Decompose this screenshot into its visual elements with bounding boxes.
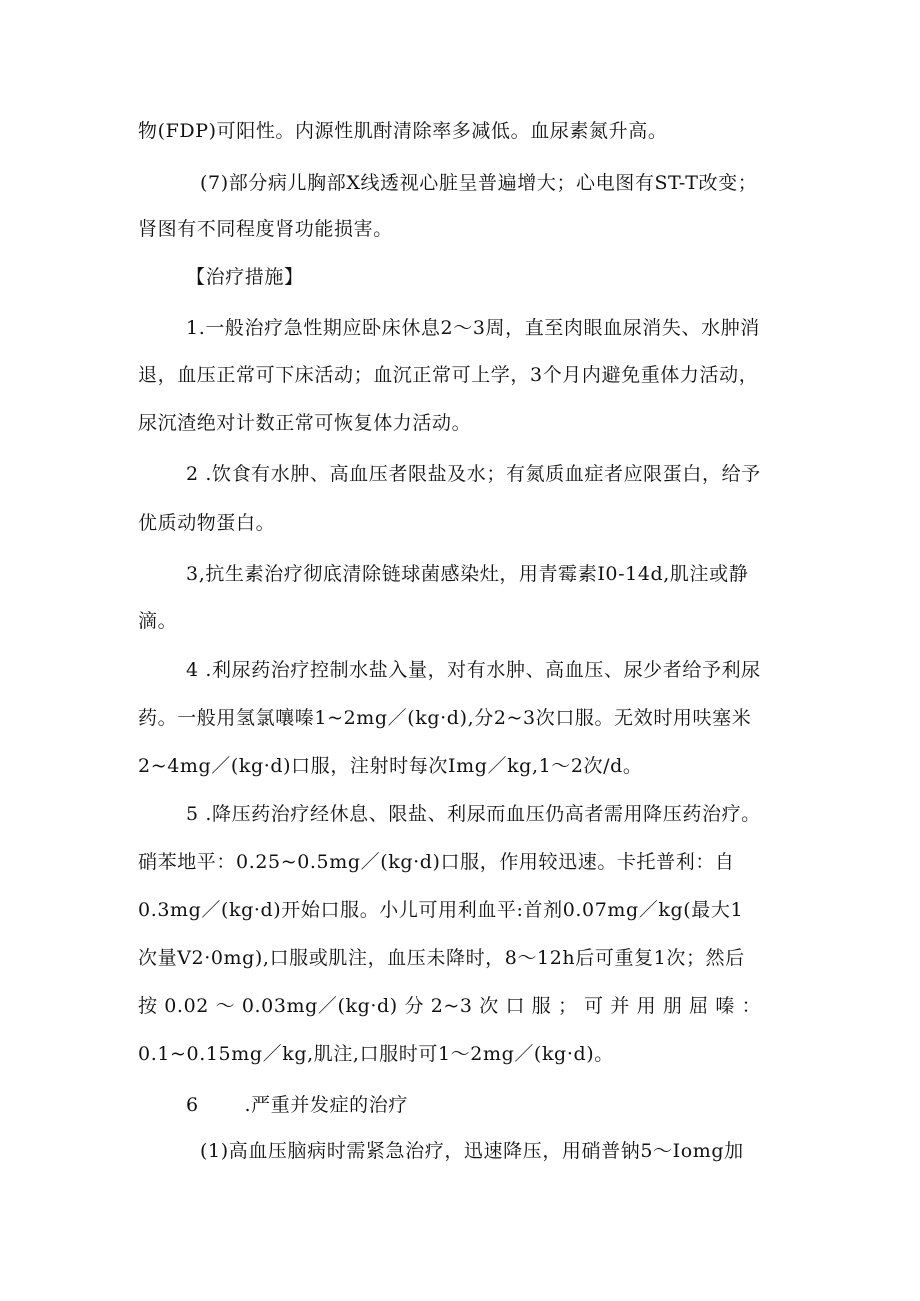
text-line-17: 0.3mg／(kg·d)开始口服。小儿可用利血平:首剂0.07mg／kg(最大1 xyxy=(138,899,744,921)
text-line-20: 0.1~0.15mg／kg,肌注,口服时可1～2mg／(kg·d)。 xyxy=(138,1043,614,1065)
text-line-8: 2 .饮食有水肿、高血压者限盐及水；有氮质血症者应限蛋白，给予 xyxy=(186,463,761,485)
text-line-11: 滴。 xyxy=(138,610,178,632)
text-line-18: 次量V2·0mg),口服或肌注，血压未降时，8～12h后可重复1次；然后 xyxy=(138,947,745,969)
text-line-19: 按 0.02 ～ 0.03mg／(kg·d) 分 2~3 次 口 服 ； 可 并 用 朋 屈 嗪 ： xyxy=(138,995,762,1017)
section-heading-treatment: 【治疗措施】 xyxy=(186,266,304,288)
text-line-15: 5 .降压药治疗经休息、限盐、利尿而血压仍高者需用降压药治疗。 xyxy=(186,803,761,825)
text-line-22: (1)高血压脑病时需紧急治疗，迅速降压，用硝普钠5～Iomg加 xyxy=(200,1140,744,1162)
text-line-10: 3,抗生素治疗彻底清除链球菌感染灶，用青霉素I0-14d,肌注或静 xyxy=(186,563,749,585)
text-line-7: 尿沉渣绝对计数正常可恢复体力活动。 xyxy=(138,412,472,434)
text-line-1: 物(FDP)可阳性。内源性肌酎清除率多减低。血尿素氮升高。 xyxy=(138,120,668,142)
text-line-3: 肾图有不同程度肾功能损害。 xyxy=(138,218,393,240)
text-line-16: 硝苯地平：0.25~0.5mg／(kg·d)口服，作用较迅速。卡托普利：自 xyxy=(138,851,735,873)
text-line-13: 药。一般用氢氯嚷嗪1~2mg／(kg·d),分2~3次口服。无效时用呋塞米 xyxy=(138,707,752,729)
text-line-9: 优质动物蛋白。 xyxy=(138,512,276,534)
text-line-2: (7)部分病儿胸部X线透视心脏呈普遍增大；心电图有ST-T改变； xyxy=(200,172,758,194)
text-line-14: 2~4mg／(kg·d)口服，注射时每次Img／kg,1～2次/d。 xyxy=(138,755,643,777)
text-line-12: 4 .利尿药治疗控制水盐入量，对有水肿、高血压、尿少者给予利尿 xyxy=(186,659,761,681)
text-line-21: 6 .严重并发症的治疗 xyxy=(186,1094,408,1116)
text-line-5: 1.一般治疗急性期应卧床休息2～3周，直至肉眼血尿消失、水肿消 xyxy=(186,317,760,339)
text-line-6: 退，血压正常可下床活动；血沉正常可上学，3个月内避免重体力活动， xyxy=(138,364,759,386)
